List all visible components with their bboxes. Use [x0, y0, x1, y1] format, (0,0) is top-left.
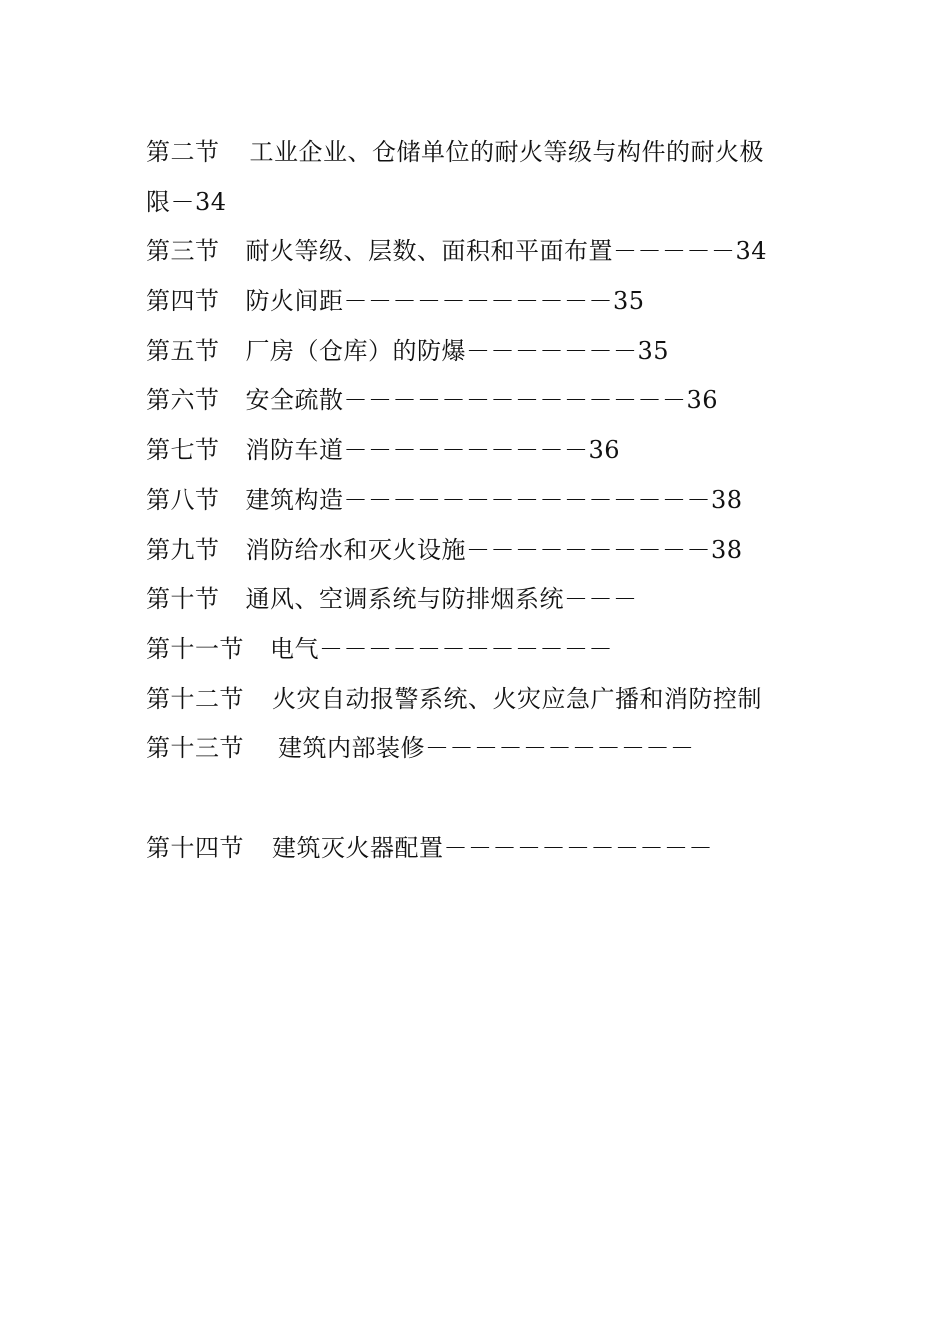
toc-entry-9 — [146, 526, 808, 576]
toc-entry-10 — [146, 575, 808, 625]
toc-section-title: 建筑构造－－－－－－－－－－－－－－－38 — [245, 485, 743, 514]
toc-section-number: 第十一节 — [146, 634, 244, 663]
toc-section-title: 消防车道－－－－－－－－－－36 — [245, 436, 621, 465]
toc-entry-8 — [146, 476, 808, 526]
toc-entry-11 — [146, 625, 808, 675]
toc-section-number: 第七节 — [146, 436, 220, 465]
toc-section-title: 防火间距－－－－－－－－－－－35 — [245, 287, 645, 316]
toc-section-title: 消防给水和灭火设施－－－－－－－－－－38 — [245, 535, 743, 564]
toc-section-number: 第八节 — [146, 485, 220, 514]
toc-entry-15 — [146, 873, 808, 923]
toc-section-title: 电气－－－－－－－－－－－－ — [270, 634, 613, 663]
toc-section-title: 厂房（仓库）的防爆－－－－－－－35 — [245, 336, 670, 365]
toc-section-number: 第十节 — [146, 585, 220, 614]
toc-section-number: 第四节 — [146, 287, 220, 316]
toc-entry-2 — [146, 128, 808, 178]
toc-section-number: 第九节 — [146, 535, 220, 564]
toc-entry-13-continuation — [146, 774, 808, 824]
toc-section-number: 第五节 — [146, 336, 220, 365]
toc-section-title: 通风、空调系统与防排烟系统－－－ — [245, 585, 638, 614]
toc-section-number: 第三节 — [146, 237, 220, 266]
toc-section-number: 第十三节 — [146, 734, 244, 763]
toc-section-title: 火灾自动报警系统、火灾应急广播和消防控制 — [272, 684, 762, 713]
toc-section-number: 第二节 — [146, 138, 220, 166]
toc-section-title: 工业企业、仓储单位的耐火等级与构件的耐火极 — [249, 138, 764, 166]
toc-entry-14 — [146, 824, 808, 874]
toc-section-title-continuation: 限－34 — [146, 187, 227, 216]
toc-section-title: 耐火等级、层数、面积和平面布置－－－－－34 — [245, 237, 768, 266]
toc-section-number: 第十四节 — [146, 833, 244, 862]
toc-section-number: 第十二节 — [146, 684, 244, 713]
toc-entry-4 — [146, 277, 808, 327]
toc-entry-2-continuation — [146, 178, 808, 228]
toc-section-title: 建筑内部装修－－－－－－－－－－－ — [278, 734, 695, 763]
toc-entry-5 — [146, 327, 808, 377]
toc-entry-3 — [146, 227, 808, 277]
toc-entry-6 — [146, 376, 808, 426]
toc-section-number: 第六节 — [146, 386, 220, 415]
table-of-contents — [146, 128, 808, 923]
toc-entry-13 — [146, 724, 808, 774]
toc-section-title: 建筑灭火器配置－－－－－－－－－－－ — [272, 833, 713, 862]
toc-entry-12 — [146, 675, 808, 725]
toc-section-title: 安全疏散－－－－－－－－－－－－－－36 — [245, 386, 719, 415]
toc-entry-7 — [146, 426, 808, 476]
